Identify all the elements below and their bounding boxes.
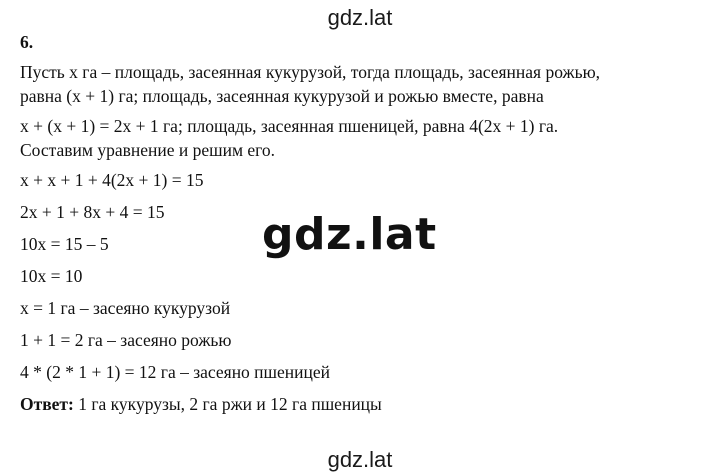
answer-text: 1 га кукурузы, 2 га ржи и 12 га пшеницы [73, 394, 382, 414]
equation-step-2: 2x + 1 + 8x + 4 = 15 [20, 202, 165, 222]
equation-step-3: 10x = 15 – 5 [20, 234, 109, 254]
paragraph-2-line-1: x + (x + 1) = 2x + 1 га; площадь, засеянная пшеницей, равна 4(2x + 1) га. [20, 116, 559, 136]
watermark-bottom: gdz.lat [327, 447, 393, 472]
equation-step-1: x + x + 1 + 4(2x + 1) = 15 [20, 170, 204, 190]
equation-step-4: 10x = 10 [20, 266, 83, 286]
answer-line [20, 392, 710, 416]
problem-number: 6. [20, 32, 34, 52]
equation-step-7: 4 * (2 * 1 + 1) = 12 га – засеяно пшеницей [20, 362, 331, 382]
equation-step-6: 1 + 1 = 2 га – засеяно рожью [20, 330, 232, 350]
paragraph-1-line-1: Пусть x га – площадь, засеянная кукурузой, тогда площадь, засеянная рожью, [20, 62, 601, 82]
watermark-top: gdz.lat [327, 5, 393, 30]
equation-step-5: x = 1 га – засеяно кукурузой [20, 298, 231, 318]
problem-paragraph-1 [20, 60, 710, 108]
answer-label: Ответ: [20, 394, 74, 414]
watermark-center: gdz.lat [262, 209, 437, 260]
problem-paragraph-2 [20, 114, 710, 162]
paragraph-2-line-2: Составим уравнение и решим его. [20, 140, 276, 160]
paragraph-1-line-2: равна (x + 1) га; площадь, засеянная кукурузой и рожью вместе, равна [20, 86, 544, 106]
